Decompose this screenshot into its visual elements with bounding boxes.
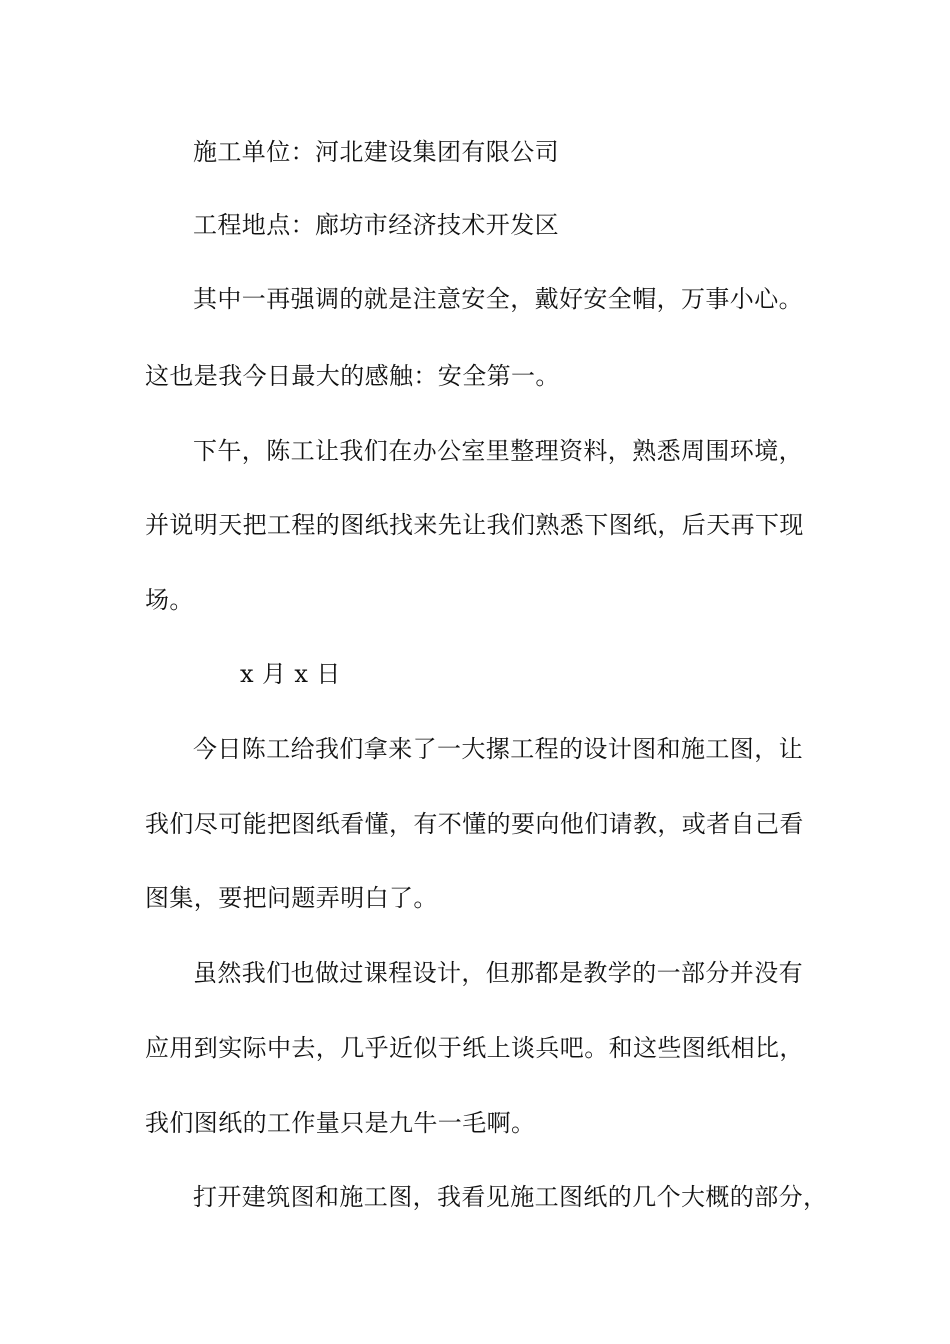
date-heading: x 月 x 日 [240,660,341,688]
project-location-line: 工程地点：廊坊市经济技术开发区 [193,211,559,239]
paragraph-line: 下午，陈工让我们在办公室里整理资料，熟悉周围环境， [193,437,803,465]
paragraph-line: 并说明天把工程的图纸找来先让我们熟悉下图纸，后天再下现 [145,511,804,539]
paragraph-line: 打开建筑图和施工图，我看见施工图纸的几个大概的部分， [193,1183,828,1211]
paragraph-line: 虽然我们也做过课程设计，但那都是教学的一部分并没有 [193,959,803,987]
paragraph-line: 场。 [145,586,194,614]
construction-unit-line: 施工单位：河北建设集团有限公司 [193,138,559,166]
paragraph-line: 应用到实际中去，几乎近似于纸上谈兵吧。和这些图纸相比， [145,1034,804,1062]
paragraph-line: 今日陈工给我们拿来了一大摞工程的设计图和施工图，让 [193,735,803,763]
paragraph-line: 图集，要把问题弄明白了。 [145,884,438,912]
paragraph-line: 我们尽可能把图纸看懂，有不懂的要向他们请教，或者自己看 [145,810,804,838]
paragraph-line: 我们图纸的工作量只是九牛一毛啊。 [145,1109,536,1137]
paragraph-line: 其中一再强调的就是注意安全，戴好安全帽，万事小心。 [193,285,803,313]
paragraph-line: 这也是我今日最大的感触：安全第一。 [145,362,560,390]
